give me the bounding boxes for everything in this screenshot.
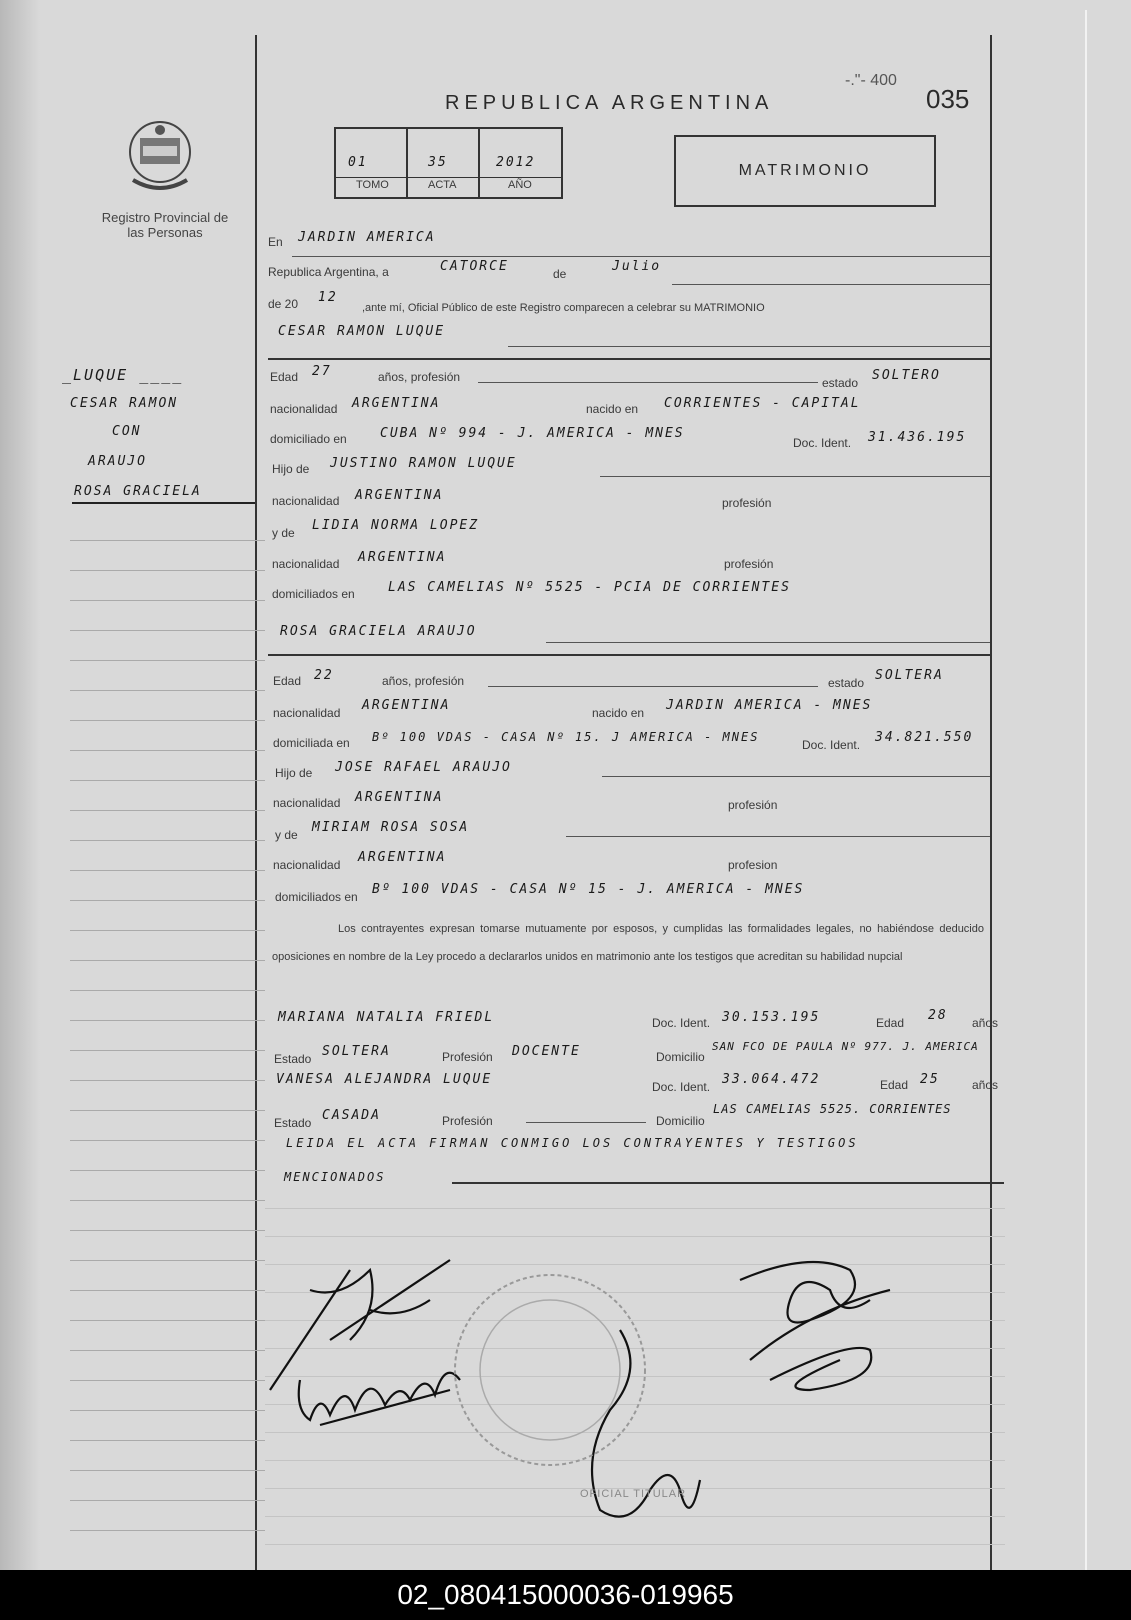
groom-status: SOLTERO bbox=[872, 368, 941, 383]
groom-estado-label: estado bbox=[822, 376, 859, 390]
stamp-seal bbox=[455, 1275, 645, 1465]
ruled-line bbox=[70, 1020, 265, 1021]
year-label: de 20 bbox=[268, 297, 299, 311]
bride-address: Bº 100 VDAS - CASA Nº 15. J AMERICA - MNES bbox=[372, 730, 760, 744]
groom-nationality: ARGENTINA bbox=[352, 396, 441, 411]
ruled-line bbox=[70, 840, 265, 841]
tomo-label: TOMO bbox=[356, 179, 389, 191]
groom-father-line bbox=[600, 476, 990, 477]
page-edge bbox=[1085, 10, 1087, 1570]
closing-line-rule bbox=[452, 1182, 1004, 1184]
groom-parents-dom-label: domiciliados en bbox=[272, 587, 355, 601]
bride-mother-nat-label: nacionalidad bbox=[273, 858, 341, 872]
ruled-line bbox=[70, 750, 265, 751]
margin-line-4: ARAUJO bbox=[88, 454, 147, 469]
ruled-line bbox=[70, 690, 265, 691]
groom-edad-label: Edad bbox=[270, 370, 299, 384]
bride-prof-line bbox=[488, 686, 818, 687]
signature-2 bbox=[299, 1373, 460, 1425]
groom-father-prof-label: profesión bbox=[722, 496, 772, 510]
footer-id: 02_080415000036-019965 bbox=[0, 1570, 1131, 1620]
signature-1 bbox=[270, 1260, 450, 1390]
bride-father-nat-label: nacionalidad bbox=[273, 796, 341, 810]
witness2-address: LAS CAMELIAS 5525. CORRIENTES bbox=[713, 1102, 952, 1116]
witness1-age: 28 bbox=[928, 1008, 948, 1023]
registry-name: Registro Provincial de las Personas bbox=[101, 210, 229, 240]
groom-name-line bbox=[508, 346, 990, 347]
bride-name: ROSA GRACIELA ARAUJO bbox=[280, 624, 477, 639]
groom-nacido-label: nacido en bbox=[586, 402, 639, 416]
groom-mother-nat-label: nacionalidad bbox=[272, 557, 340, 571]
ruled-line bbox=[70, 960, 265, 961]
witness2-status: CASADA bbox=[322, 1108, 381, 1123]
witness2-name: VANESA ALEJANDRA LUQUE bbox=[276, 1072, 493, 1087]
bride-estado-label: estado bbox=[828, 676, 865, 690]
signature-4 bbox=[740, 1262, 890, 1390]
closing-line-1: LEIDA EL ACTA FIRMAN CONMIGO LOS CONTRAYENTES Y TESTIGOS bbox=[286, 1136, 859, 1150]
reference-box bbox=[334, 127, 563, 199]
bride-hijo-label: Hijo de bbox=[275, 766, 313, 780]
ruled-line bbox=[70, 780, 265, 781]
signatures bbox=[250, 1230, 1010, 1560]
ruled-line bbox=[70, 1050, 265, 1051]
ruled-line bbox=[70, 1350, 265, 1351]
province-seal bbox=[125, 118, 195, 198]
bride-anios-label: años, profesión bbox=[382, 674, 465, 688]
groom-mother-prof-label: profesión bbox=[724, 557, 774, 571]
ruled-line bbox=[70, 900, 265, 901]
margin-line-5: ROSA GRACIELA bbox=[74, 484, 202, 499]
bride-mother-line bbox=[566, 836, 990, 837]
witness1-doc: 30.153.195 bbox=[722, 1010, 821, 1025]
bride-nat-label: nacionalidad bbox=[273, 706, 341, 720]
witness2-anios-label: años bbox=[972, 1078, 999, 1092]
witness2-prof-label: Profesión bbox=[442, 1114, 493, 1128]
witness1-status: SOLTERA bbox=[322, 1044, 391, 1059]
ante-mi-text: ,ante mí, Oficial Público de este Registro comparecen a celebrar su MATRIMONIO bbox=[362, 302, 765, 314]
witness2-doc-label: Doc. Ident. bbox=[652, 1080, 711, 1094]
groom-yde-label: y de bbox=[272, 526, 295, 540]
en-label: En bbox=[268, 235, 283, 249]
groom-anios-label: años, profesión bbox=[378, 370, 461, 384]
ruled-line bbox=[70, 1110, 265, 1111]
groom-doc-label: Doc. Ident. bbox=[793, 436, 852, 450]
ruled-line bbox=[70, 630, 265, 631]
acta-label: ACTA bbox=[428, 179, 457, 191]
ruled-line bbox=[70, 1440, 265, 1441]
witness1-name: MARIANA NATALIA FRIEDL bbox=[278, 1010, 495, 1025]
ruled-line bbox=[70, 1530, 265, 1531]
de-label: de bbox=[553, 267, 567, 281]
acta-value: 35 bbox=[428, 155, 448, 170]
ruled-line bbox=[70, 1320, 265, 1321]
ruled-line bbox=[70, 1200, 265, 1201]
groom-father-nat: ARGENTINA bbox=[355, 488, 444, 503]
bride-yde-label: y de bbox=[275, 828, 298, 842]
groom-father-nat-label: nacionalidad bbox=[272, 494, 340, 508]
bride-section-rule bbox=[268, 654, 990, 656]
act-type-box bbox=[674, 135, 936, 207]
stamp-text: OFICIAL TITULAR bbox=[580, 1488, 687, 1500]
ruled-line bbox=[70, 1140, 265, 1141]
witness2-edad-label: Edad bbox=[880, 1078, 909, 1092]
ruled-line bbox=[70, 720, 265, 721]
witness1-doc-label: Doc. Ident. bbox=[652, 1016, 711, 1030]
ruled-line bbox=[70, 660, 265, 661]
bride-mother-prof-label: profesion bbox=[728, 858, 778, 872]
page-number: 035 bbox=[926, 84, 970, 114]
witness1-dom-label: Domicilio bbox=[656, 1050, 705, 1064]
anio-value: 2012 bbox=[496, 155, 536, 170]
witness1-edad-label: Edad bbox=[876, 1016, 905, 1030]
bride-father-nat: ARGENTINA bbox=[355, 790, 444, 805]
groom-age: 27 bbox=[312, 364, 332, 379]
day-value: CATORCE bbox=[440, 259, 509, 274]
month-line bbox=[672, 284, 990, 285]
groom-hijo-label: Hijo de bbox=[272, 462, 310, 476]
witness2-age: 25 bbox=[920, 1072, 940, 1087]
bride-nationality: ARGENTINA bbox=[362, 698, 451, 713]
bride-mother-nat: ARGENTINA bbox=[358, 850, 447, 865]
groom-born-in: CORRIENTES - CAPITAL bbox=[664, 396, 861, 411]
groom-doc: 31.436.195 bbox=[868, 430, 967, 445]
bride-doc-label: Doc. Ident. bbox=[802, 738, 861, 752]
ruled-line bbox=[70, 600, 265, 601]
margin-line-1: _LUQUE ____ bbox=[62, 366, 184, 384]
ruled-line bbox=[70, 1170, 265, 1171]
witness1-address: SAN FCO DE PAULA Nº 977. J. AMERICA bbox=[712, 1040, 979, 1053]
witness2-doc: 33.064.472 bbox=[722, 1072, 821, 1087]
groom-section-rule bbox=[268, 358, 990, 360]
ruled-line bbox=[70, 990, 265, 991]
bride-name-line bbox=[546, 642, 990, 643]
margin-underline bbox=[72, 502, 255, 504]
bride-mother: MIRIAM ROSA SOSA bbox=[312, 820, 470, 835]
bride-status: SOLTERA bbox=[875, 668, 944, 683]
bride-doc: 34.821.550 bbox=[875, 730, 974, 745]
bride-nacido-label: nacido en bbox=[592, 706, 645, 720]
ruled-line bbox=[70, 1260, 265, 1261]
tomo-value: 01 bbox=[348, 155, 368, 170]
witness1-prof-label: Profesión bbox=[442, 1050, 493, 1064]
year-value: 12 bbox=[318, 290, 338, 305]
groom-father: JUSTINO RAMON LUQUE bbox=[330, 456, 517, 471]
groom-parents-address: LAS CAMELIAS Nº 5525 - PCIA DE CORRIENTES bbox=[388, 580, 791, 595]
bride-father: JOSE RAFAEL ARAUJO bbox=[335, 760, 512, 775]
margin-line-3: CON bbox=[112, 424, 142, 439]
ruled-line bbox=[70, 1410, 265, 1411]
ruled-line bbox=[70, 930, 265, 931]
month-value: Julio bbox=[612, 259, 662, 274]
bride-age: 22 bbox=[314, 668, 334, 683]
place-line bbox=[292, 256, 990, 257]
bride-dom-label: domiciliada en bbox=[273, 736, 350, 750]
groom-address: CUBA Nº 994 - J. AMERICA - MNES bbox=[380, 426, 685, 441]
place-value: JARDIN AMERICA bbox=[298, 230, 436, 245]
bride-father-line bbox=[602, 776, 990, 777]
ruled-line bbox=[70, 570, 265, 571]
anio-label: AÑO bbox=[508, 179, 532, 191]
declaration-text: Los contrayentes expresan tomarse mutuamente por esposos, y cumplidas las formalidades legales, no habiéndose deducido oposiciones en nombre de la Ley procedo a declararlos unidos en matrimonio ante los testigos que acreditan su habilidad nupcial bbox=[272, 923, 984, 963]
witness2-dom-label: Domicilio bbox=[656, 1114, 705, 1128]
ruled-line bbox=[265, 1208, 1005, 1209]
country-title: REPUBLICA ARGENTINA bbox=[445, 92, 774, 114]
bride-parents-address: Bº 100 VDAS - CASA Nº 15 - J. AMERICA - MNES bbox=[372, 882, 805, 897]
republica-label: Republica Argentina, a bbox=[268, 265, 389, 279]
ruled-line bbox=[70, 1290, 265, 1291]
bride-father-prof-label: profesión bbox=[728, 798, 778, 812]
margin-line-2: CESAR RAMON bbox=[70, 396, 179, 411]
closing-line-2: MENCIONADOS bbox=[284, 1170, 386, 1184]
groom-dom-label: domiciliado en bbox=[270, 432, 347, 446]
ruled-line bbox=[70, 1470, 265, 1471]
page-mark: -."- 400 bbox=[845, 72, 897, 89]
groom-prof-line bbox=[478, 382, 818, 383]
ruled-line bbox=[70, 1500, 265, 1501]
ruled-line bbox=[70, 1080, 265, 1081]
ruled-line bbox=[70, 540, 265, 541]
ruled-line bbox=[70, 810, 265, 811]
witness2-prof-line bbox=[526, 1122, 646, 1123]
groom-mother-nat: ARGENTINA bbox=[358, 550, 447, 565]
witness1-anios-label: años bbox=[972, 1016, 999, 1030]
bride-edad-label: Edad bbox=[273, 674, 302, 688]
groom-nat-label: nacionalidad bbox=[270, 402, 338, 416]
witness1-estado-label: Estado bbox=[274, 1052, 312, 1066]
ruled-line bbox=[70, 1230, 265, 1231]
ruled-line bbox=[70, 1380, 265, 1381]
witness2-estado-label: Estado bbox=[274, 1116, 312, 1130]
groom-mother: LIDIA NORMA LOPEZ bbox=[312, 518, 480, 533]
bride-parents-dom-label: domiciliados en bbox=[275, 890, 358, 904]
ruled-line bbox=[70, 870, 265, 871]
act-type: MATRIMONIO bbox=[738, 162, 872, 179]
witness1-profession: DOCENTE bbox=[512, 1044, 581, 1059]
bride-born-in: JARDIN AMERICA - MNES bbox=[666, 698, 873, 713]
groom-name: CESAR RAMON LUQUE bbox=[278, 324, 446, 339]
